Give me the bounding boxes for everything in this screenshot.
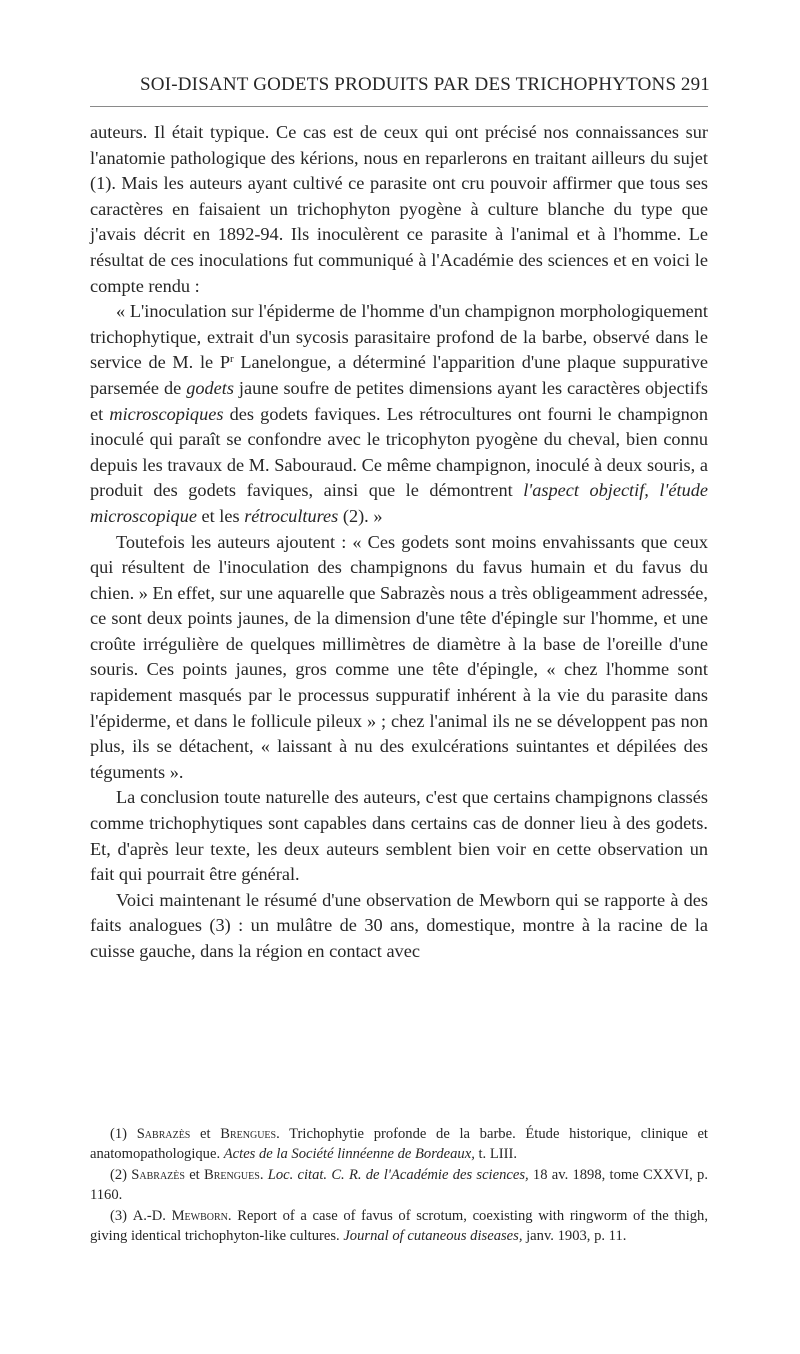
footnote-3-text-1: . Report of a case of favus of scrotum, coexisting with ringworm of the thigh, giving identical trichophyton-like cultures. xyxy=(90,1207,708,1245)
footnote-1-text-1: et xyxy=(190,1126,221,1142)
footnote-3-text-2: janv. 1903, p. 11. xyxy=(522,1228,627,1245)
quote-italic-godets: godets xyxy=(186,377,234,398)
footnote-3-number: (3) xyxy=(110,1207,133,1224)
quote-text-5: et les xyxy=(196,505,245,526)
footnotes xyxy=(90,1124,708,1246)
footnote-2-text-2: . xyxy=(259,1166,268,1183)
quote-italic-retrocultures: rétrocultures xyxy=(244,505,339,526)
paragraph-1 xyxy=(90,120,708,299)
paragraph-1-text: auteurs. Il était typique. Ce cas est de ceux qui ont précisé nos connaissances sur l'anatomie pathologique des kérions, nous en reparlerons en traitant ailleurs du sujet (1). Mais les auteurs ayant cultivé ce parasite ont cru pouvoir affirmer que tous ses caractères en faisaient un trichophyton pyogène à culture blanche du type que j'avais décrit en 1892-94. Ils inoculèrent ce parasite à l'animal et à l'homme. Le résultat de ces inoculations fut communiqué à l'Académie des sciences et en voici le compte rendu : xyxy=(90,122,708,296)
paragraph-4-text: Voici maintenant le résumé d'une observation de Mewborn qui se rapporte à des faits analogues (3) : un mulâtre de 30 ans, domestique, montre à la racine de la cuisse gauche, dans la région en contact avec xyxy=(90,889,708,961)
footnote-3-author: A.-D. Mewborn xyxy=(132,1207,228,1224)
quote-italic-microscopiques: microscopiques xyxy=(109,403,224,424)
footnote-1-journal: Actes de la Société linnéenne de Bordeaux, xyxy=(223,1146,475,1163)
footnote-1-author-1: Sabrazès xyxy=(136,1126,191,1142)
footnote-1-text-2: . Trichophytie profonde de la barbe. Étude historique, clinique et anatomopathologique. xyxy=(90,1126,708,1163)
header-rule xyxy=(90,106,708,107)
paragraph-3-text: La conclusion toute naturelle des auteurs, c'est que certains champignons classés comme trichophytiques sont capables dans certains cas de donner lieu à des godets. Et, d'après leur texte, les deux auteurs semblent bien voir en cette observation un fait qui pourrait être général. xyxy=(90,787,708,885)
running-title: SOI-DISANT GODETS PRODUITS PAR DES TRICHOPHYTONS xyxy=(140,74,677,95)
footnote-2 xyxy=(90,1165,708,1206)
quote-superscript: r xyxy=(230,353,234,366)
quote-text-4: des godets faviques. Les rétrocultures ont fourni le champignon inoculé qui paraît se confondre avec le tricophyton pyogène du cheval, bien connu depuis les travaux de M. Sabouraud. Ce même champignon, inoculé à deux souris, a produit des godets faviques, ainsi que le démontrent xyxy=(90,403,709,501)
quote-text-2: Lanelongue, a déterminé l'apparition d'une plaque suppurative parsemée de xyxy=(90,352,708,398)
footnote-2-author-2: Brengues xyxy=(203,1166,260,1183)
paragraph-2 xyxy=(90,530,708,786)
footnote-1-author-2: Brengues xyxy=(220,1126,277,1142)
footnote-1-number: (1) xyxy=(110,1126,137,1142)
quote-text-6: (2). » xyxy=(338,505,383,526)
body-text xyxy=(90,120,708,965)
paragraph-4 xyxy=(90,888,708,965)
footnote-3 xyxy=(90,1206,708,1247)
page-number: 291 xyxy=(680,74,710,95)
footnote-2-author-1: Sabrazès xyxy=(131,1166,185,1183)
footnote-1-text-3: t. LIII. xyxy=(474,1146,518,1163)
quote-text-3: jaune soufre de petites dimensions ayant les caractères objectifs et xyxy=(90,377,708,424)
footnote-1 xyxy=(90,1124,708,1165)
footnote-2-number: (2) xyxy=(110,1166,132,1183)
quote-text-1: « L'inoculation sur l'épiderme de l'homme d'un champignon morphologiquement trichophytique, extrait d'un sycosis parasitaire profond de la barbe, observé dans le service de M. le P xyxy=(90,301,708,373)
paragraph-3 xyxy=(90,785,708,887)
footnote-2-journal: Loc. citat. C. R. de l'Académie des sciences, xyxy=(267,1166,529,1183)
quote-italic-aspect: l'aspect objectif, l'étude microscopique xyxy=(90,480,708,526)
footnote-3-journal: Journal of cutaneous diseases, xyxy=(343,1228,523,1245)
quoted-report xyxy=(90,299,708,529)
running-head xyxy=(90,72,710,102)
paragraph-2-text: Toutefois les auteurs ajoutent : « Ces godets sont moins envahissants que ceux qui résultent de l'inoculation des champignons du favus humain et du favus du chien. » En effet, sur une aquarelle que Sabrazès nous a très obligeamment adressée, ce sont deux points jaunes, de la dimension d'une tête d'épingle sur l'homme, et une croûte irrégulière de quelques millimètres de diamètre à la base de l'oreille d'une souris. Ces points jaunes, gros comme une tête d'épingle, « chez l'homme sont rapidement masqués par le processus suppuratif inhérent à la vie du parasite dans l'épiderme, et dans le follicule pileux » ; chez l'animal ils ne se développent pas non plus, ils se détachent, « laissant à nu des exulcérations suintantes et dépilées des téguments ». xyxy=(90,531,708,782)
footnote-2-text-3: 18 av. 1898, tome CXXVI, p. 1160. xyxy=(90,1166,708,1204)
footnote-2-text-1: et xyxy=(184,1166,204,1183)
